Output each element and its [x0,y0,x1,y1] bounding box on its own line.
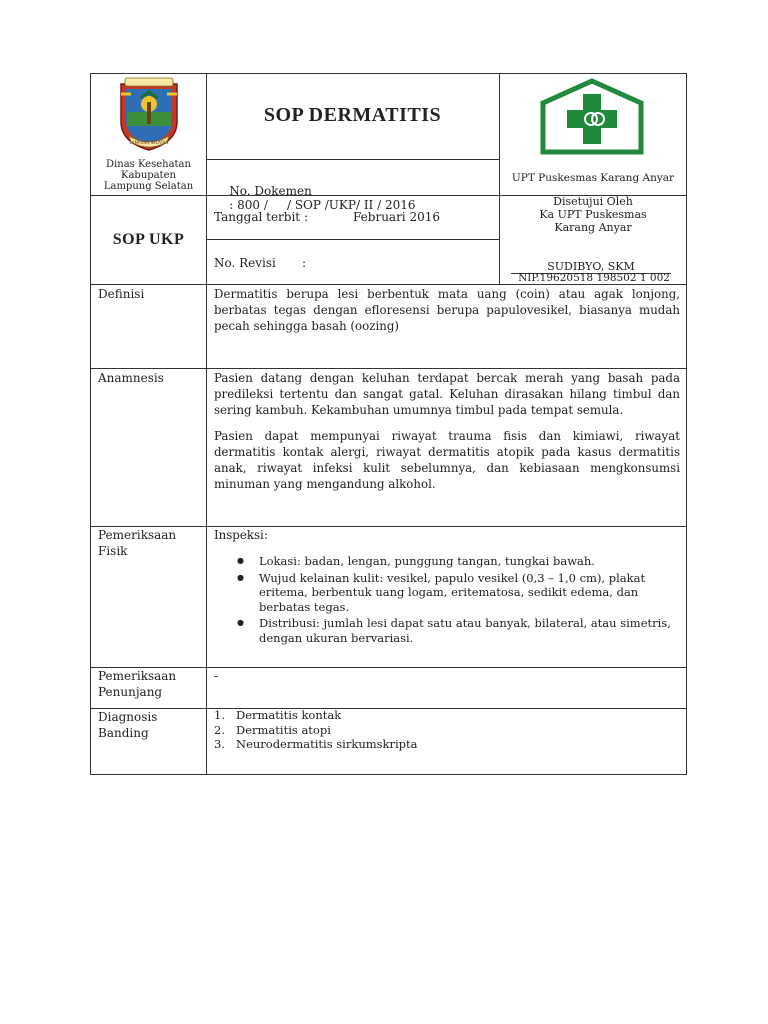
divider [206,74,207,774]
anamnesis-para2: Pasien dapat mempunyai riwayat trauma fisis dan kimiawi, riwayat dermatitis kontak alergi, riwayat dermatitis atopik pada kasus dermatitis anak, riwayat infeksi kulit sebelumnya, dan kebiasaan mengkonsumsi minuman yang mengandung alkohol. [214,429,680,491]
revisi-value: : [302,256,307,270]
penunjang-text: - [214,669,218,683]
divider [206,239,499,240]
list-item-text: Neurodermatitis sirkumskripta [236,737,418,751]
sop-ukp-label: SOP UKP [112,231,185,248]
list-item [214,708,664,723]
penunjang-label: Pemeriksaan Penunjang [98,669,177,699]
definisi-text [214,286,680,334]
anamnesis-label: Anamnesis [98,371,164,385]
tanggal-value: Februari 2016 [353,210,440,224]
doc-number-label: No. Dokemen [229,184,312,198]
tanggal-label: Tanggal terbit [214,210,301,224]
page-title: SOP DERMATITIS [263,104,442,126]
puskesmas-logo [537,78,647,158]
colon: : [303,210,309,224]
divider [91,368,686,369]
fisik-list [231,554,681,647]
signer-name: SUDIBYO, SKM [511,260,671,274]
divider [91,284,686,285]
emblem-lettering: LAMPUNG SELATAN [129,140,169,145]
anamnesis-para1: Pasien datang dengan keluhan terdapat bercak merah yang basah pada predileksi tertentu dan sangat gatal. Keluhan dirasakan hilang timbul dan sering kambuh. Kekambuhan umumnya timbul pada tempat semula. [214,371,680,417]
approved-line3: Karang Anyar [554,221,632,234]
left-org-name: Dinas Kesehatan Kabupaten Lampung Selatan [103,159,194,192]
doc-number-value: : 800 / / SOP /UKP/ II / 2016 [229,198,416,212]
list-item: ● Lokasi: badan, lengan, punggung tangan, tungkai bawah. [259,554,681,569]
banding-label: Diagnosis Banding [98,710,158,740]
revisi-row [214,256,494,270]
list-item: ● Wujud kelainan kulit: vesikel, papulo vesikel (0,3 – 1,0 cm), plakat eritema, berbentuk uang logam, eritematosa, sedikit edema, dan berbatas tegas. [259,571,681,615]
approved-line1: Disetujui Oleh [553,195,633,208]
fisik-label: Pemeriksaan Fisik [98,528,177,558]
list-item-text: Dermatitis atopi [236,722,331,737]
revisi-label: No. Revisi [214,256,276,270]
fisik-intro: Inspeksi: [214,528,268,542]
banding-list [214,708,664,752]
definisi-label: Definisi [98,287,145,301]
divider [206,159,499,160]
list-item-text: Dermatitis kontak [236,708,342,722]
approval-block [499,195,687,234]
signer-nip: NIP.19620518 198502 1 002 [518,272,670,284]
list-number: 2. [214,722,225,737]
kabupaten-emblem [111,76,187,152]
list-number: 3. [214,737,225,751]
sop-document [90,73,687,775]
definisi-body: Dermatitis berupa lesi berbentuk mata uang (coin) atau agak lonjong, berbatas tegas dengan efloresensi berupa papulovesikel, biasanya mudah pecah sehingga basah (oozing) [214,287,680,333]
approved-line2: Ka UPT Puskesmas [539,208,647,221]
list-item: ● Distribusi: jumlah lesi dapat satu atau banyak, bilateral, atau simetris, dengan ukuran bervariasi. [259,616,681,645]
tanggal-row [214,210,494,224]
list-item [214,737,664,752]
list-item [214,723,664,738]
right-org-name: UPT Puskesmas Karang Anyar [511,172,675,184]
list-number: 1. [214,708,225,722]
